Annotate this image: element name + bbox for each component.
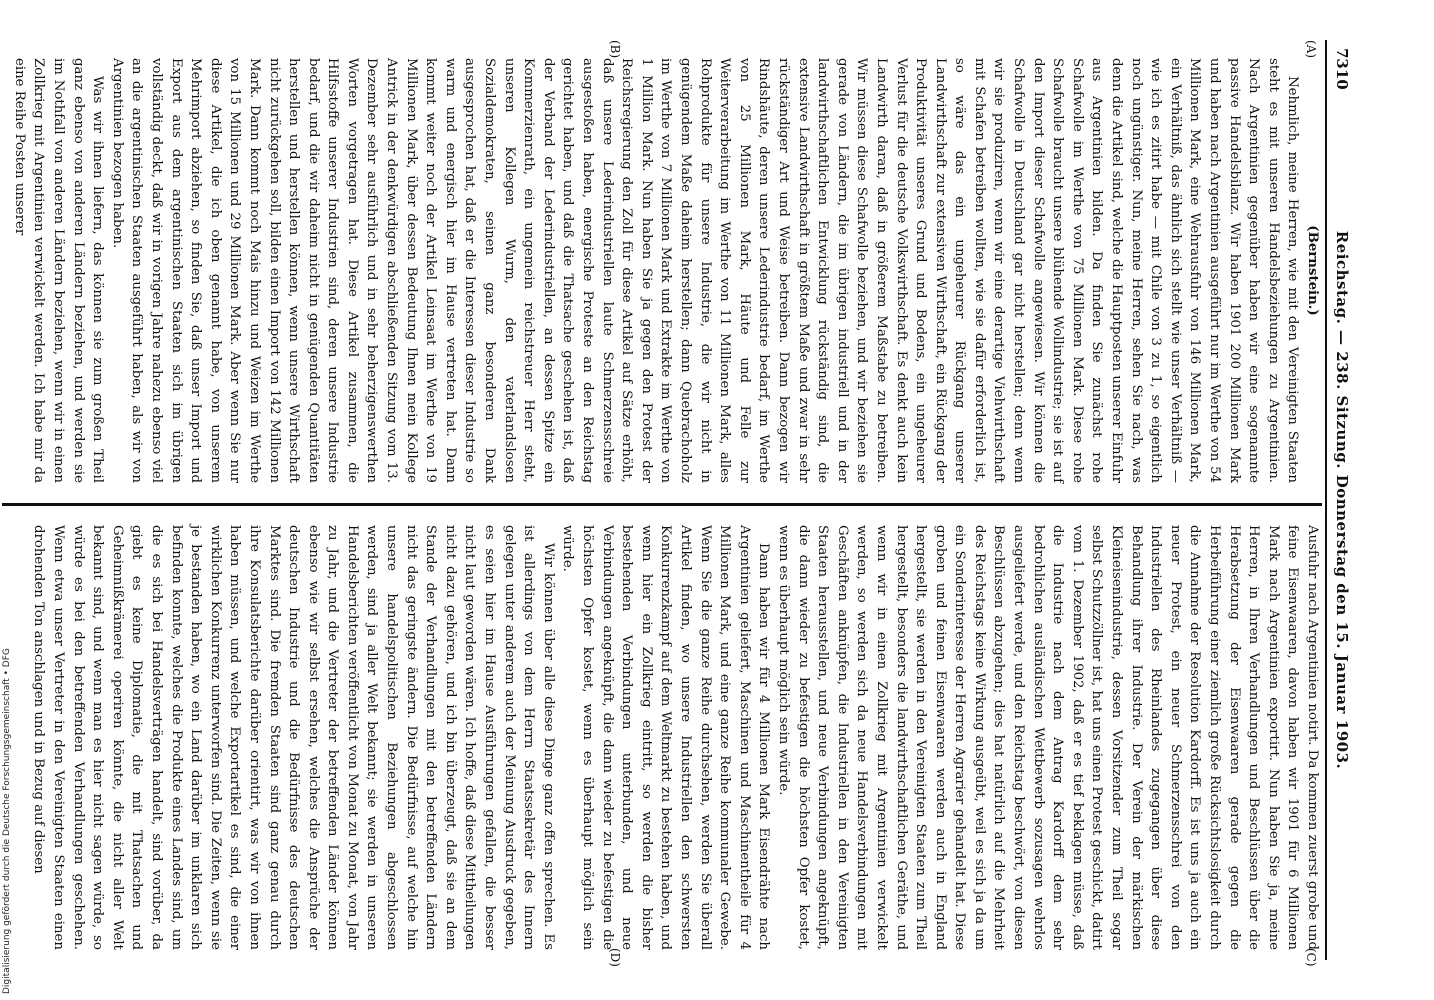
paragraph: Nehmlich, meine Herren, wie mit den Vereinigten Staaten steht es mit unseren Handelsbeziehungen zu Argentinien. Nach Argentinien gegenüber haben wir eine sogenannte passive Handelsbilanz. Wir haben 1901 200 Millionen Mark und haben nach Argentinien ausgeführt nur im Werthe von 54 Millionen Mark, eine Wehrausfuhr von 146 Millionen Mark, ein Verhältniß, das ähnlich sich stellt wie unser Verhältniß — wie ich es zitirt habe — mit Chile von 3 zu 1, so eigentlich noch ungünstiger. Nun, meine Herren, sehen Sie nach, was denn die Artikel sind, welche die Hauptposten unserer Einfuhr aus Argentinien bilden. Da finden Sie zunächst rohe Schafwolle im Werthe von 75 Millionen Mark. Diese rohe Schafwolle braucht unsere blühende Wollindustrie; sie ist auf den Import dieser Schafwolle angewiesen. Wir können die Schafwolle in Deutschland gar nicht herstellen; denn wenn wir sie produziren, wenn wir eine derartige Viehwirthschaft mit Schafen betreiben wollten, wie sie dafür erforderlich ist, so wäre das ein ungeheurer Rückgang unserer Landwirthschaft zur extensiven Wirthschaft, ein Rückgang der Produktivität unseres Grund und Bodens, ein ungeheurer Verlust für die deutsche Volkswirthschaft. Es denkt auch kein Landwirth daran, daß in größerem Maßstabe zu betreiben. Wir müssen diese Schafwolle beziehen, und wir beziehen sie gerade von Ländern, die im übrigen industriell und in der landwirthschaftlichen Entwicklung rückständig sind, die extensive Landwirthschaft in größtem Maße und zwar in sehr rückständiger Art und Weise betreiben. Dann bezogen wir Rindshäute, deren unsere Lederindustrie bedarf, im Werthe von 25 Millionen Mark, Häute und Felle zur Weiterverarbeitung im Werthe von 11 Millionen Mark, alles Rohprodukte für unsere Industrie, die wir nicht in genügendem Maße daheim herstellen; dann Quebrachoholz im Werthe von 7 Millionen Mark und Extrakte im Werthe von 1 Million Mark. Nun haben Sie ja gegen den Protest der Reichsregierung den Zoll für diese Artikel auf Sätze erhöht, daß unsere Lederindustriellen laute Schmerzensschreie ausgestoßen haben, energische Proteste an den Reichstag gerichtet haben, und daß die Thatsache geschehen ist, daß der Verband der Lederindustriellen, an dessen Spitze ein Kommerzienrath, ein ungemein reichstreuer Herr steht, unseren Kollegen Wurm, den vaterlandslosen Sozialdemokraten, seinen ganz besonderen Dank ausgesprochen hat, daß er die Interessen dieser Industrie so warm und energisch hier im Hause vertreten hat. Dann kommt weiter noch der Artikel Leinsaat im Werthe von 19 Millionen Mark, über dessen Bedeutung Ihnen mein Kollege Antrick in der denkwürdigen abschließenden Sitzung vom 13. Dezember sehr ausführlich und in sehr beherzigenswerthen Worten vorgetragen hat. Diese Artikel zusammen, die Hilfsstoffe unserer Industrien sind, deren unsere Industrie bedarf, und die wir daheim nicht in genügenden Quantitäten herstellen und herstellen können, wenn unsere Wirthschaft nicht zurückgehen soll, bilden einen Import von 142 Millionen Mark. Dann kommt noch Mais hinzu und Weizen im Werthe von 15 Millionen und 29 Millionen Mark. Aber wenn Sie nur diese Artikel, die ich oben genannt habe, von unserem Mehrimport abziehen, so finden Sie, daß unser Import und Export aus dem argentinischen Staaten sich im übrigen vollständig deckt, daß wir in vorigen Jahre nahezu ebenso viel an die argentinischen Staaten ausgeführt haben, als wir von Argentinien bezogen haben.	[109, 58, 1301, 483]
paragraph: Ausfuhr nach Argentinien notirt. Da kommen zuerst grobe und feine Eisenwaaren, davon haben wir 1901 für 6 Millionen Mark nach Argentinien exportirt. Nun haben Sie ja, meine Herren, in Ihren Verhandlungen und Beschlüssen über die Herabsetzung der Eisenwaaren gerade gegen die Herbeiführung einer ziemlich große Rücksichtslosigkeit durch die Annahme der Resolution Kardorff. Es ist uns ja auch ein neuer Protest, ein neuer Schmerzensschrei von den Industriellen des Rheinlandes zugegangen über diese Behandlung ihrer Industrie. Der Verein der märkischen Kleineisenindustrie, dessen Vorsitzender zum Theil sogar selbst Schutzzöllner ist, hat uns einen Protest geschickt, datirt vom 1. Dezember 1902, daß er es tief beklagen müsse, daß die Industrie nach dem Antrag Kardorff dem sehr bedrohlichen ausländischen Wettbewerb sozusagen wehrlos ausgeliefert werde, und den Reichstag beschwört, von diesen Beschlüssen abzugehen; dies hat natürlich auf die Mehrheit des Reichstags keine Wirkung ausgeübt, weil es sich ja da um ein Sonderinteresse der Herren Agrarier gehandelt hat. Diese groben und feinen Eisenwaaren werden auch in England hergestellt, sie werden in den Vereinigten Staaten zum Theil hergestellt, besonders die landwirthschaftlichen Geräthe, und wenn wir in einen Zollkrieg mit Argentinien verwickelt werden, so werden sich da neue Handelsverbindungen mit Geschäften anknüpfen, die Industriellen in den Vereinigten Staaten herausstellen, und neue Verbindungen angeknüpft, die dann wieder zu befestigen die höchsten Opfer kostet, wenn es überhaupt möglich sein würde.	[775, 525, 1320, 950]
paragraph: Dann haben wir für 4 Millionen Mark Eisendrähte nach Argentinien geliefert, Maschinen und Maschinentheile für 4 Millionen Mark, und eine ganze Reihe kommunaler Gewebe. Wenn Sie die ganze Reihe durchsehen, werden Sie überall Artikel finden, wo unsere Industriellen den schwersten Konkurrenzkampf auf dem Weltmarkt zu bestehen haben, und wenn hier ein Zollkrieg eintritt, so werden die bisher bestehenden Verbindungen unterbunden, und neue Verbindungen angeknüpft, die dann wieder zu befestigen die höchsten Opfer kostet, wenn es überhaupt möglich sein würde.	[560, 525, 772, 950]
left-column	[9, 58, 1322, 483]
paragraph: Wir können über alle diese Dinge ganz offen sprechen. Es ist allerdings von dem Herrn Staatssekretär des Innern gelegen unter anderem auch der Meinung Ausdruck gegeben, es seien hier im Hause Ausführungen gefallen, die besser nicht laut geworden wären. Ich hoffe, daß diese Mittheilungen nicht dazu gehören, und ich bin überzeugt, daß sie an dem Stande der Verhandlungen mit den betreffenden Ländern nicht das geringste ändern. Die Bedürfnisse, auf welche hin unsere handelspolitischen Beziehungen abgeschlossen werden, sind ja aller Welt bekannt; sie werden in unseren Handelsberichten veröffentlicht von Monat zu Monat, von Jahr zu Jahr, und die Vertreter der betreffenden Länder können ebenso wie wir selbst ersehen, welches die Ansprüche der deutschen Industrie und die Bedürfnisse des deutschen Marktes sind. Die fremden Staaten sind ganz genau durch ihre Konsulatsberichte darüber orientirt, was wir von ihnen haben müssen, und welche Exportartikel es sind, die einer wirklichen Konkurrenz unterworfen sind. Die Zeiten, wenn sie je bestanden haben, wo ein Land darüber im unklaren sich befinden konnte, welches die Produkte eines Landes sind, um die es sich bei Handelsverträgen handelt, sind vorüber, da giebt es keine Diplomatie, die mit Thatsachen und Geheimnißkrämerei operiren könnte, die nicht aller Welt bekannt sind, und wenn man es hier nicht sagen würde, so würde es bei den betreffenden Verhandlungen geschehen. Wenn etwa unser Vertreter in den Vereinigten Staaten einen drohenden Ton anschlagen und in Bezug auf diesen	[31, 525, 556, 950]
right-column	[29, 525, 1322, 950]
margin-marker-a: (A)	[1304, 40, 1318, 59]
margin-marker-c: (C)	[1304, 948, 1318, 967]
speaker-label: (Bernstein.)	[1305, 225, 1320, 316]
margin-marker-b: (B)	[608, 40, 622, 59]
page-number: 7310	[1333, 48, 1351, 90]
credit-text: Digitalisierung gefördert durch die Deutsche Forschungsgemeinschaft • DFG	[2, 648, 12, 994]
page-title: Reichstag. — 238. Sitzung. Donnerstag den 15. Januar 1903.	[1333, 230, 1351, 770]
column-divider	[2, 503, 1322, 506]
header-rule	[1325, 40, 1327, 960]
paragraph: Was wir ihnen liefern, das können sie zum großen Theil ganz ebenso von anderen Ländern beziehen, und werden sie im Nothfall von anderen Ländern beziehen, wenn wir in einen Zollkrieg mit Argentinien verwickelt werden. Ich habe mir da eine Reihe Posten unserer	[11, 58, 106, 483]
page-header	[1329, 40, 1351, 960]
margin-marker-d: (D)	[608, 948, 622, 967]
